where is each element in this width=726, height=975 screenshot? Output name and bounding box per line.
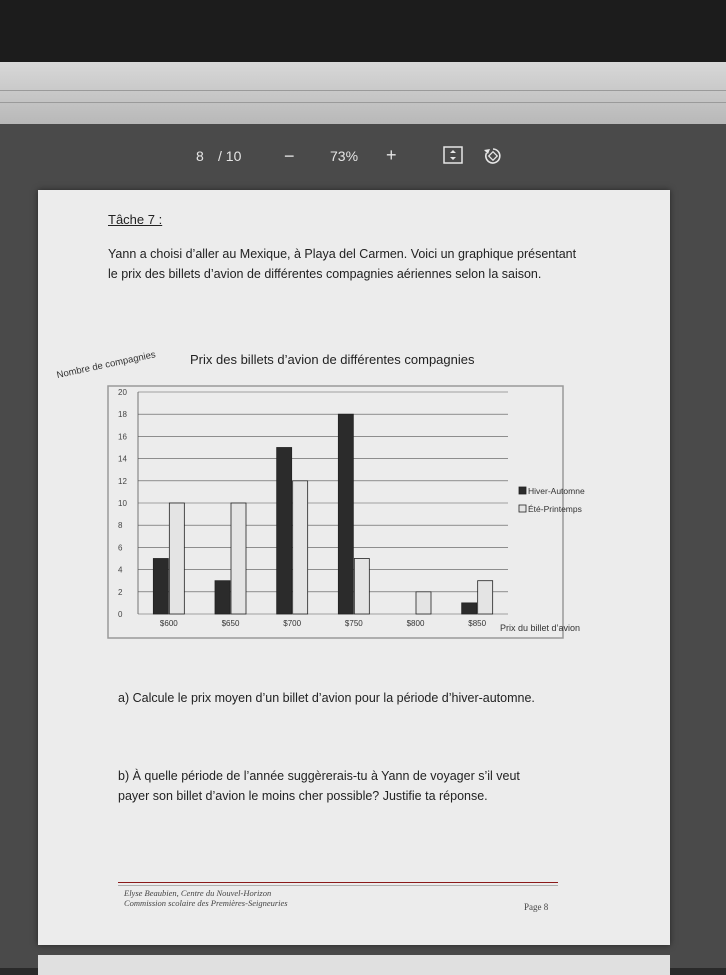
y-tick-label: 16 bbox=[118, 432, 127, 442]
fit-page-button[interactable] bbox=[443, 146, 463, 167]
bar-hiver-automne bbox=[153, 559, 168, 615]
pdf-toolbar bbox=[0, 136, 726, 176]
fit-page-icon bbox=[443, 146, 463, 164]
bar-chart bbox=[98, 382, 585, 644]
zoom-in-button[interactable] bbox=[386, 145, 397, 166]
bar-hiver-automne bbox=[277, 448, 292, 615]
bar-hiver-automne bbox=[215, 581, 230, 614]
y-tick-label: 8 bbox=[118, 521, 123, 531]
rotate-icon bbox=[482, 145, 504, 165]
x-tick-label: $850 bbox=[468, 619, 487, 628]
y-tick-label: 18 bbox=[118, 410, 127, 420]
browser-chrome bbox=[0, 62, 726, 125]
question-a: a) Calcule le prix moyen d’un billet d’avion pour la période d’hiver-automne. bbox=[118, 691, 535, 705]
zoom-out-button[interactable] bbox=[284, 146, 295, 167]
page-count: / 10 bbox=[218, 148, 242, 164]
footer-rule-secondary bbox=[118, 885, 558, 886]
y-axis-label: Nombre de compagnies bbox=[55, 349, 157, 381]
bar-ete-printemps bbox=[231, 503, 246, 614]
footer-credits bbox=[124, 888, 288, 908]
legend-label: Été-Printemps bbox=[528, 504, 582, 514]
minus-icon: − bbox=[284, 146, 295, 166]
page-number-label: Page 8 bbox=[524, 902, 549, 912]
y-tick-label: 10 bbox=[118, 499, 127, 508]
footer-author: Elyse Beaubien, Centre du Nouvel-Horizon bbox=[124, 888, 272, 898]
y-tick-label: 14 bbox=[118, 454, 127, 464]
x-tick-label: $650 bbox=[221, 619, 240, 628]
bar-ete-printemps bbox=[416, 592, 431, 614]
bar-ete-printemps bbox=[478, 581, 493, 614]
chart-title: Prix des billets d’avion de différentes compagnies bbox=[190, 352, 475, 367]
footer-rule bbox=[118, 882, 558, 883]
x-tick-label: $750 bbox=[344, 619, 363, 628]
next-page-edge bbox=[38, 955, 670, 975]
y-tick-label: 0 bbox=[118, 610, 123, 619]
bar-hiver-automne bbox=[338, 414, 353, 614]
x-axis-label: Prix du billet d’avion bbox=[500, 623, 581, 633]
question-b: b) À quelle période de l’année suggèrerais-tu à Yann de voyager s’il veut payer son billet d’avion le moins cher possible? Justifie ta réponse. bbox=[118, 769, 520, 803]
y-tick-label: 20 bbox=[118, 388, 127, 397]
y-tick-label: 12 bbox=[118, 476, 127, 486]
footer-institution: Commission scolaire des Premières-Seigneuries bbox=[124, 898, 288, 908]
zoom-level[interactable]: 73% bbox=[330, 148, 359, 164]
y-tick-label: 6 bbox=[118, 543, 123, 553]
monitor-bezel bbox=[0, 0, 726, 62]
legend-swatch bbox=[519, 505, 526, 512]
x-tick-label: $700 bbox=[283, 619, 302, 628]
bar-ete-printemps bbox=[293, 481, 308, 614]
legend-swatch bbox=[519, 487, 526, 494]
bar-ete-printemps bbox=[354, 559, 369, 615]
y-tick-label: 4 bbox=[118, 565, 123, 575]
y-tick-label: 2 bbox=[118, 587, 123, 597]
bar-ete-printemps bbox=[169, 503, 184, 614]
bar-hiver-automne bbox=[462, 603, 477, 614]
current-page-number[interactable]: 8 bbox=[196, 148, 204, 164]
intro-paragraph: Yann a choisi d’aller au Mexique, à Playa del Carmen. Voici un graphique présentant le prix des billets d’avion de différentes compagnies aériennes selon la saison. bbox=[108, 247, 577, 281]
legend-label: Hiver-Automne bbox=[528, 486, 585, 496]
document-page bbox=[38, 190, 670, 945]
rotate-button[interactable] bbox=[482, 145, 504, 168]
task-title: Tâche 7 : bbox=[108, 212, 163, 227]
x-tick-label: $800 bbox=[406, 619, 425, 628]
plus-icon: + bbox=[386, 145, 397, 165]
x-tick-label: $600 bbox=[159, 619, 178, 628]
